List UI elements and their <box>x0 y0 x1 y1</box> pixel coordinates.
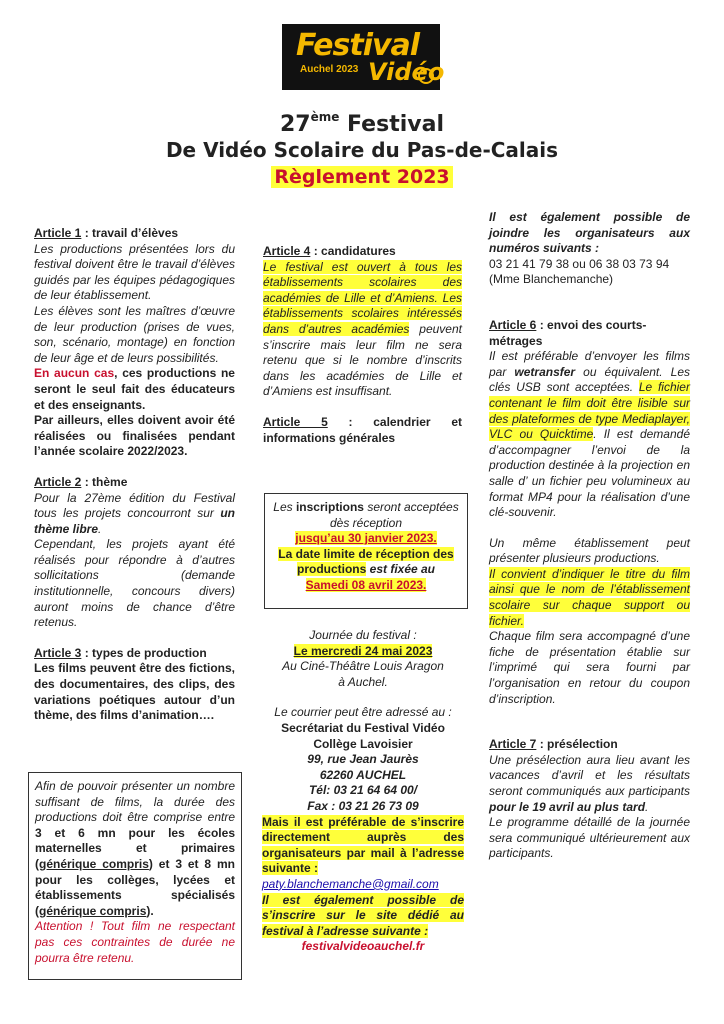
column-left <box>34 226 235 724</box>
article1-heading: Article 1 : travail d’élèves <box>34 226 179 240</box>
page-title: 27ème Festival <box>279 110 444 137</box>
article7-heading: Article 7 : présélection <box>489 737 618 752</box>
mail-note: Mais il est préférable de s’inscrire directement auprès des organisateurs par mail à l’adresse suivante : <box>262 814 464 876</box>
duration-box: Afin de pouvoir présenter un nombre suffisant de films, la durée des productions doit être comprise entre 3 et 6 mn pour les écoles maternelles et primaires (générique compris) et 3 et 8 mn pour les collèges, lycées et établissements spécialisés (générique compris). Attention ! Tout film ne respectant pas ces contraintes de durée ne pourra être retenu. <box>28 772 242 980</box>
site-link[interactable]: festivalvideoauchel.fr <box>301 939 425 954</box>
article2-p1: Pour la 27ème édition du Festival tous les projets concourront sur un thème libre. <box>34 490 235 536</box>
article6-p2: Un même établissement peut présenter plusieurs productions. <box>489 535 690 566</box>
article2-p2: Cependant, les projets ayant été réalisés pour répondre à d’autres sollicitations (demande institutionnelle, concours divers) auront moins de chance d’être retenus. <box>34 537 235 630</box>
contact-numbers: 03 21 41 79 38 ou 06 38 03 73 94 (Mme Blanchemanche) <box>489 256 670 287</box>
article6-p4: Chaque film sera accompagné d’une fiche de présentation établie sur l’imprimé qui sera fourni par l’organisation en retour du coupon d’inscription. <box>489 629 690 706</box>
festival-logo <box>282 24 445 90</box>
dates-box: Les inscriptions seront acceptées dès réception jusqu’au 30 janvier 2023. La date limite de réception des productions est fixée au Samedi 08 avril 2023. <box>264 493 468 609</box>
article4-p1: Le festival est ouvert à tous les établissements scolaires des académies de Lille et d’Amiens. Les établissements scolaires intéressés dans d’autres académies peuvent s’inscrire mais leur film ne sera retenu que si le nombre d’inscrits dans les académies de Lille et d’Amiens est insuffisant. <box>263 259 462 399</box>
festival-date: Le mercredi 24 mai 2023 <box>293 643 433 658</box>
contact-note: Il est également possible de joindre les organisateurs aux numéros suivants : <box>489 210 690 256</box>
article6-p1: Il est préférable d’envoyer les films par wetransfer ou équivalent. Les clés USB sont acceptées. Le fichier contenant le film doit être lisible sur des plateformes de type Mediaplayer, VLC ou Quicktime. Il est demandé d’accompagner l’envoi de la production destinée à la projection en salle d’ un fichier peu volumineux au format MP4 pour la réalisation d’une clé-souvenir. <box>489 349 690 520</box>
logo-video-text: Vidéo <box>368 58 445 86</box>
article6-p3: Il convient d’indiquer le titre du film ainsi que le nom de l’établissement scolaire sur chaque support ou fichier. <box>489 566 690 628</box>
article2-heading: Article 2 : thème <box>34 474 128 489</box>
logo-festival-text: Festival <box>296 28 420 63</box>
page-subtitle: De Vidéo Scolaire du Pas-de-Calais <box>165 138 559 162</box>
article1-p1: Les productions présentées lors du festival doivent être le travail d’élèves guidés par les équipes pédagogiques de leur établissement. <box>34 241 235 303</box>
article1-p3: En aucun cas, ces productions ne seront le seul fait des éducateurs et des enseignants. <box>34 366 235 412</box>
article6-heading: Article 6 : envoi des courts-métrages <box>489 317 647 348</box>
festival-info: Journée du festival : Le mercredi 24 mai 2023 Au Ciné-Théâtre Louis Aragon à Auchel. Le courrier peut être adressé au : Secrétariat du Festival Vidéo Collège Lavoisier 99, rue Jean Jaurès 62260 AUCHEL Tél: 03 21 64 64 00/ Fax : 03 21 26 73 09 Mais il est préférable de s’inscrire directement auprès des organisateurs par mail à l’adresse suivante : paty.blanchemanche@gmail.com Il est également possible de s’inscrire sur le site dédié au festival à l’adresse suivante : festivalvideoauchel.fr <box>262 628 464 954</box>
column-right <box>489 210 690 862</box>
column-middle <box>263 244 462 446</box>
logo-auchel-text: Auchel 2023 <box>300 64 359 75</box>
address-block: Secrétariat du Festival Vidéo Collège Lavoisier 99, rue Jean Jaurès 62260 AUCHEL Tél: 03 21 64 64 00/ Fax : 03 21 26 73 09 <box>281 720 445 813</box>
article3-heading: Article 3 : types de production <box>34 645 207 660</box>
film-reel-icon <box>418 68 434 84</box>
duration-warning: Attention ! Tout film ne respectant pas ces contraintes de durée ne pourra être retenu. <box>35 919 235 965</box>
registration-deadline: jusqu’au 30 janvier 2023. <box>295 531 437 546</box>
article5-heading: Article 5 : calendrier et informations générales <box>263 414 463 445</box>
article3-p1: Les films peuvent être des fictions, des documentaires, des clips, des variations poétiques autour d’un thème, des films d’animation…. <box>34 661 235 723</box>
site-note: Il est également possible de s’inscrire sur le site dédié au festival à l’adresse suivante : <box>262 892 464 938</box>
article7-p2: Le programme détaillé de la journée sera communiqué ultérieurement aux participants. <box>489 815 690 861</box>
production-deadline: Samedi 08 avril 2023. <box>305 577 427 592</box>
email-link[interactable]: paty.blanchemanche@gmail.com <box>262 876 439 891</box>
reglement-heading: Règlement 2023 <box>0 166 724 188</box>
article1-p4: Par ailleurs, elles doivent avoir été réalisées ou finalisées pendant l’année scolaire 2022/2023. <box>34 413 235 459</box>
article4-heading: Article 4 : candidatures <box>263 244 396 258</box>
article7-p1: Une présélection aura lieu avant les vacances d’avril et les résultats seront communiqués aux participants pour le 19 avril au plus tard. <box>489 752 690 814</box>
article1-p2: Les élèves sont les maîtres d’œuvre de leur production (prises de vues, son, scénario, montage) en fonction de leur âge et de leurs possibilités. <box>34 303 235 365</box>
